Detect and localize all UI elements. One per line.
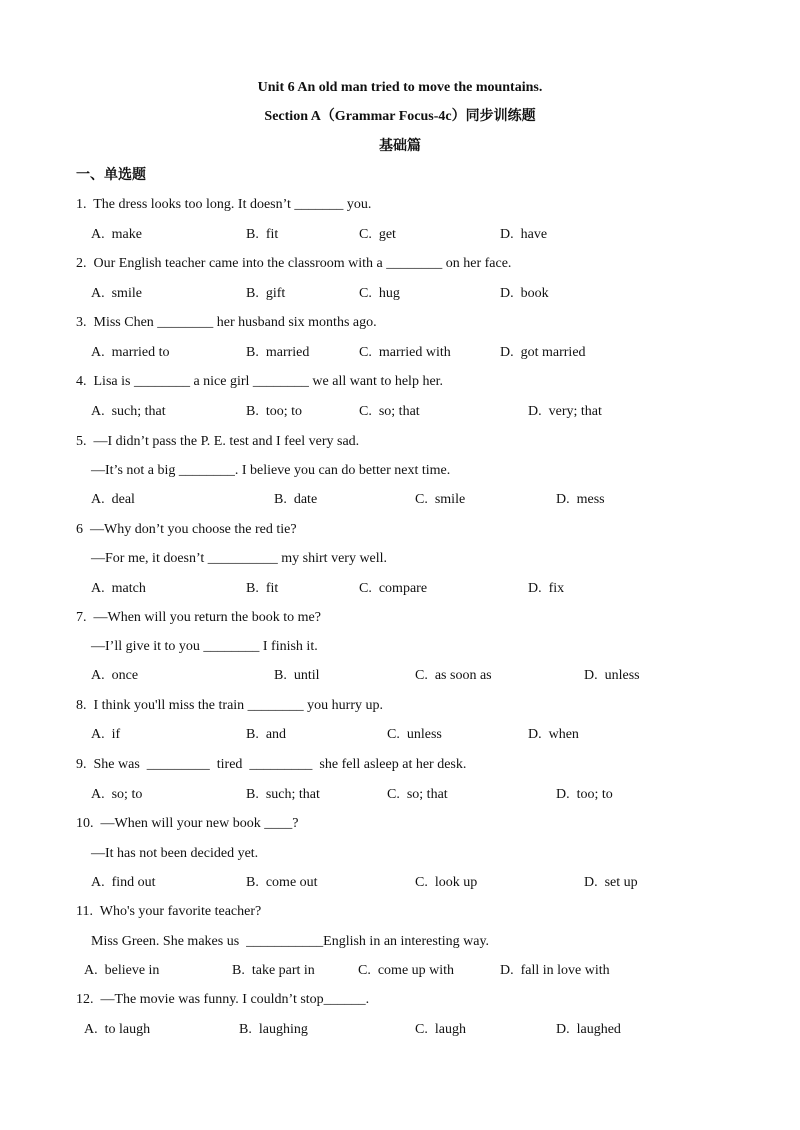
option-b: B. laughing	[239, 1022, 308, 1037]
option-c: C. get	[359, 227, 396, 242]
option-d: D. fix	[528, 581, 565, 596]
option-b: B. such; that	[246, 787, 320, 802]
option-a: A. if	[91, 727, 121, 742]
document-subtitle: Section A（Grammar Focus-4c）同步训练题	[264, 109, 536, 124]
option-b: B. and	[246, 727, 287, 742]
option-a: A. believe in	[84, 963, 160, 978]
question-stem-continued: —For me, it doesn’t __________ my shirt very well.	[91, 551, 388, 566]
question-stem-continued: —It’s not a big ________. I believe you can do better next time.	[91, 463, 451, 478]
option-a: A. married to	[91, 345, 170, 360]
question-stem: 11. Who's your favorite teacher?	[76, 904, 262, 919]
option-c: C. so; that	[387, 787, 448, 802]
option-d: D. too; to	[556, 787, 613, 802]
section-heading: 一、单选题	[76, 168, 146, 183]
question-stem: 7. —When will you return the book to me?	[76, 610, 321, 625]
option-b: B. until	[274, 668, 320, 683]
option-d: D. book	[500, 286, 549, 301]
document-title: Unit 6 An old man tried to move the mountains.	[257, 80, 543, 95]
question-stem: 1. The dress looks too long. It doesn’t _______ you.	[76, 197, 372, 212]
question-stem: 3. Miss Chen ________ her husband six months ago.	[76, 315, 377, 330]
option-a: A. once	[91, 668, 139, 683]
option-c: C. hug	[359, 286, 400, 301]
option-c: C. as soon as	[415, 668, 492, 683]
option-c: C. smile	[415, 492, 466, 507]
option-c: C. so; that	[359, 404, 420, 419]
option-d: D. laughed	[556, 1022, 621, 1037]
question-stem: 9. She was _________ tired _________ she fell asleep at her desk.	[76, 757, 467, 772]
option-a: A. find out	[91, 875, 156, 890]
question-stem: 6 —Why don’t you choose the red tie?	[76, 522, 297, 537]
option-c: C. married with	[359, 345, 451, 360]
option-d: D. unless	[584, 668, 640, 683]
option-d: D. got married	[500, 345, 586, 360]
option-d: D. when	[528, 727, 579, 742]
question-stem: 4. Lisa is ________ a nice girl ________ we all want to help her.	[76, 374, 444, 389]
option-b: B. fit	[246, 581, 279, 596]
question-stem: 5. —I didn’t pass the P. E. test and I feel very sad.	[76, 434, 360, 449]
option-c: C. unless	[387, 727, 442, 742]
option-a: A. match	[91, 581, 146, 596]
option-a: A. so; to	[91, 787, 143, 802]
option-d: D. very; that	[528, 404, 602, 419]
option-a: A. make	[91, 227, 142, 242]
question-stem: 2. Our English teacher came into the classroom with a ________ on her face.	[76, 256, 512, 271]
question-stem: 10. —When will your new book ____?	[76, 816, 299, 831]
question-stem-continued: —I’ll give it to you ________ I finish it.	[91, 639, 318, 654]
question-stem: 12. —The movie was funny. I couldn’t stop______.	[76, 992, 370, 1007]
option-b: B. take part in	[232, 963, 315, 978]
option-a: A. to laugh	[84, 1022, 151, 1037]
option-b: B. fit	[246, 227, 279, 242]
option-a: A. smile	[91, 286, 142, 301]
option-c: C. compare	[359, 581, 428, 596]
question-stem-continued: —It has not been decided yet.	[91, 846, 259, 861]
option-b: B. married	[246, 345, 310, 360]
option-a: A. such; that	[91, 404, 166, 419]
option-c: C. laugh	[415, 1022, 466, 1037]
option-d: D. have	[500, 227, 548, 242]
option-d: D. fall in love with	[500, 963, 610, 978]
option-b: B. date	[274, 492, 318, 507]
question-stem-continued: Miss Green. She makes us ___________English in an interesting way.	[91, 934, 490, 949]
option-a: A. deal	[91, 492, 135, 507]
option-b: B. too; to	[246, 404, 303, 419]
option-c: C. look up	[415, 875, 478, 890]
option-d: D. mess	[556, 492, 605, 507]
difficulty-level: 基础篇	[379, 139, 421, 154]
option-b: B. gift	[246, 286, 286, 301]
option-c: C. come up with	[358, 963, 455, 978]
question-stem: 8. I think you'll miss the train ________ you hurry up.	[76, 698, 384, 713]
option-b: B. come out	[246, 875, 318, 890]
option-d: D. set up	[584, 875, 638, 890]
